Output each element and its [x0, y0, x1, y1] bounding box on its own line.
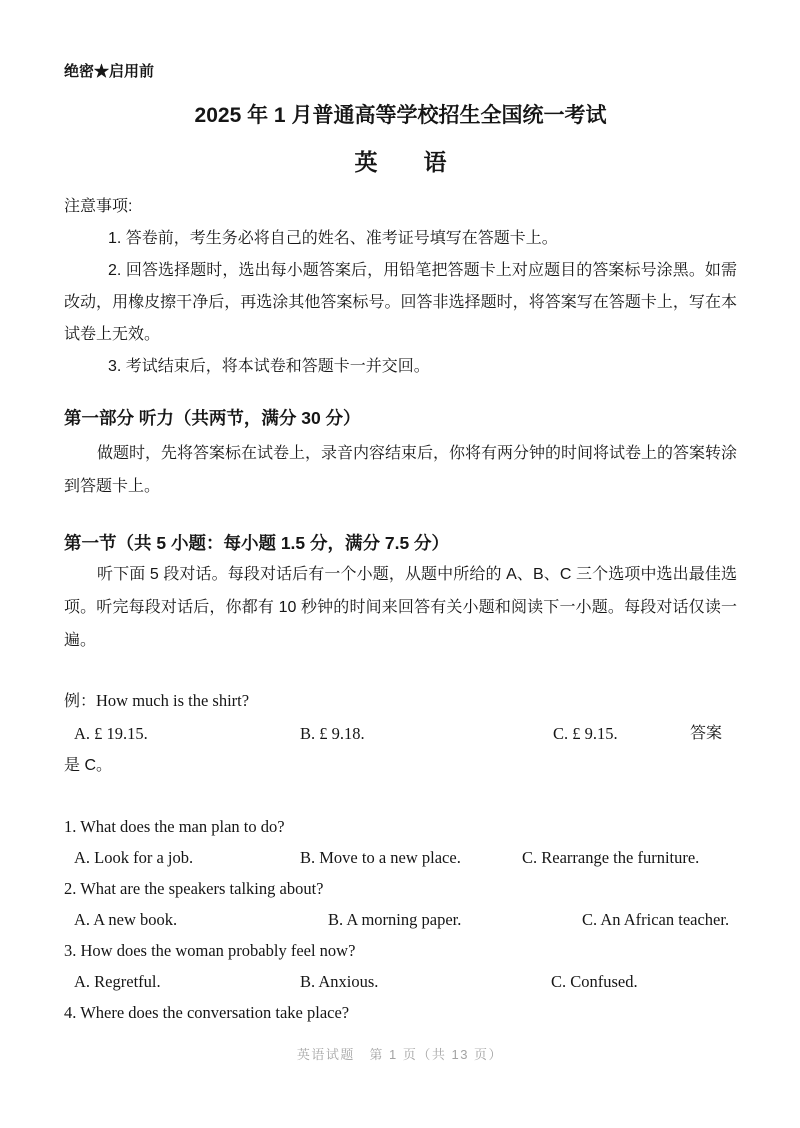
question-3-text: 3. How does the woman probably feel now?	[64, 941, 356, 960]
example-option-c: C. £ 9.15.	[553, 724, 618, 743]
example-question: How much is the shirt?	[96, 691, 250, 710]
notice-item-1: 1. 答卷前，考生务必将自己的姓名、准考证号填写在答题卡上。	[108, 230, 558, 247]
question-3-options	[64, 966, 737, 997]
question-1-text: 1. What does the man plan to do?	[64, 817, 285, 836]
question-1-option-c: C. Rearrange the furniture.	[522, 848, 700, 867]
example-block	[64, 685, 737, 782]
question-2-options	[64, 904, 737, 935]
section1-instructions: 听下面 5 段对话。每段对话后有一个小题，从题中所给的 A、B、C 三个选项中选出最佳选项。听完每段对话后，你都有 10 秒钟的时间来回答有关小题和阅读下一小题。每段对话仅读一遍。	[64, 566, 737, 649]
security-notice: 绝密★启用前	[64, 63, 155, 80]
notice-heading: 注意事项:	[64, 198, 133, 215]
section1-heading: 第一节（共 5 小题：每小题 1.5 分，满分 7.5 分）	[64, 533, 450, 553]
question-2-option-b: B. A morning paper.	[328, 910, 462, 929]
example-label: 例：	[64, 693, 97, 710]
page-content	[64, 0, 737, 1028]
question-2-option-a: A. A new book.	[74, 910, 178, 929]
question-1-option-a: A. Look for a job.	[74, 848, 194, 867]
question-1-option-b: B. Move to a new place.	[300, 848, 461, 867]
question-2-text: 2. What are the speakers talking about?	[64, 879, 324, 898]
question-3-option-a: A. Regretful.	[74, 972, 161, 991]
notice-section	[64, 191, 737, 383]
notice-item-3: 3. 考试结束后，将本试卷和答题卡一并交回。	[108, 358, 430, 375]
example-answer-prefix: 答案	[690, 725, 723, 742]
questions-section	[64, 811, 737, 1028]
question-3-option-b: B. Anxious.	[300, 972, 379, 991]
exam-title: 2025 年 1 月普通高等学校招生全国统一考试	[194, 104, 607, 127]
example-question-line	[64, 685, 737, 718]
part1-heading: 第一部分 听力（共两节，满分 30 分）	[64, 408, 361, 428]
example-option-b: B. £ 9.18.	[300, 724, 365, 743]
example-option-a: A. £ 19.15.	[74, 724, 148, 743]
notice-item-2: 2. 回答选择题时，选出每小题答案后，用铅笔把答题卡上对应题目的答案标号涂黑。如需改动，用橡皮擦干净后，再选涂其他答案标号。回答非选择题时，将答案写在答题卡上，写在本试卷上无效。	[64, 262, 737, 343]
question-1-options	[64, 842, 737, 873]
example-answer-suffix: 是 C。	[64, 757, 113, 774]
example-options-row	[64, 718, 737, 750]
question-4-text: 4. Where does the conversation take place?	[64, 1003, 350, 1022]
page-footer: 英语试题 第 1 页（共 13 页）	[296, 1047, 504, 1062]
part1-instructions: 做题时，先将答案标在试卷上，录音内容结束后，你将有两分钟的时间将试卷上的答案转涂到答题卡上。	[64, 445, 738, 495]
question-2-option-c: C. An African teacher.	[582, 910, 730, 929]
subject-title: 英 语	[354, 149, 447, 175]
question-3-option-c: C. Confused.	[551, 972, 638, 991]
